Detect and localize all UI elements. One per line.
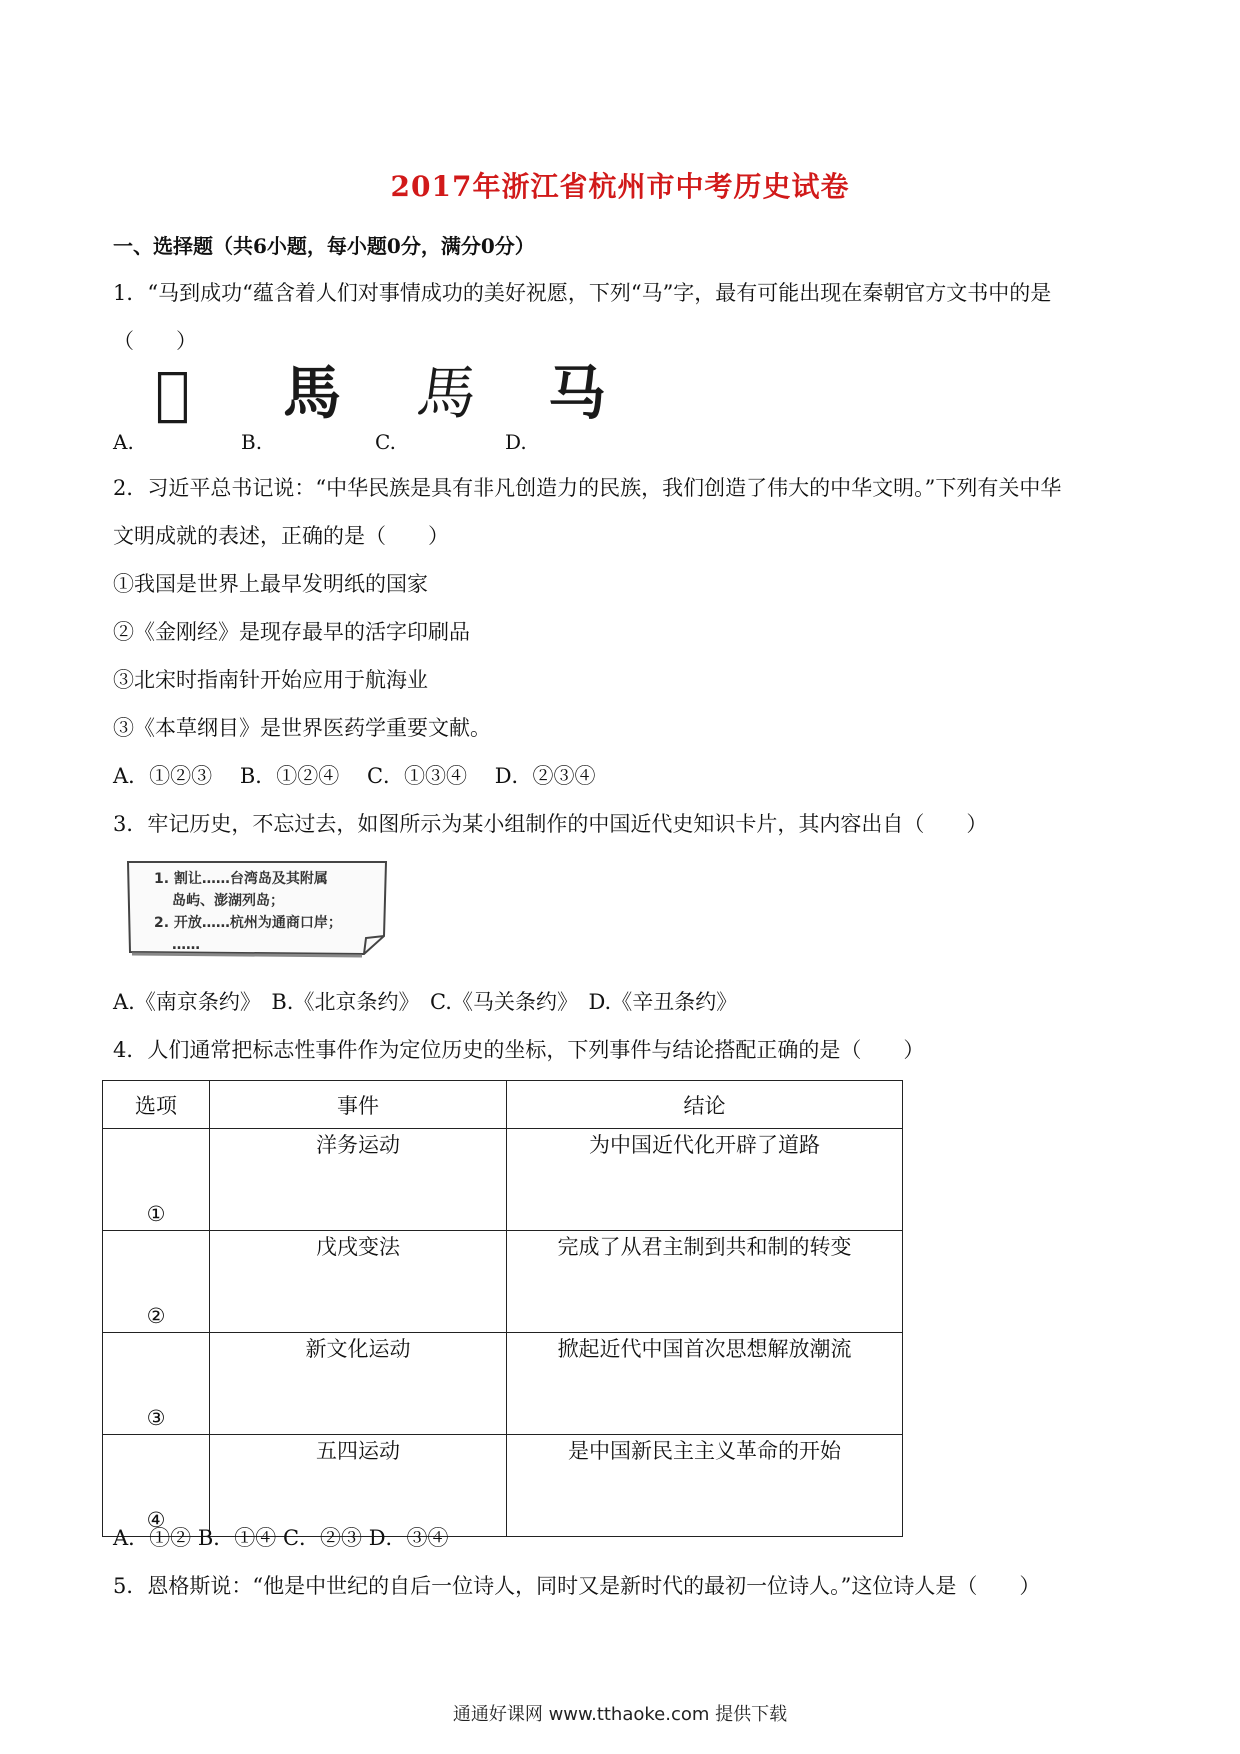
question-4-stem: 4．人们通常把标志性事件作为定位历史的坐标，下列事件与结论搭配正确的是（ ） [113,1038,925,1062]
question-3-stem: 3．牢记历史，不忘过去，如图所示为某小组制作的中国近代史知识卡片，其内容出自（ ） [113,812,988,836]
option-c-image: 馬 [413,359,481,427]
question-4-table [102,1080,903,1537]
card-line-4: …… [172,937,200,953]
row-event: 五四运动 [210,1435,507,1537]
option-a-label: A. [113,430,134,454]
option-a-image: 𢑴 [155,359,190,427]
row-option: ① [103,1129,210,1231]
page-title: 2017年浙江省杭州市中考历史试卷 [390,170,850,203]
card-line-3: 2. 开放……杭州为通商口岸； [154,915,342,931]
page-footer: 通通好课网 www.tthaoke.com 提供下载 [452,1704,788,1725]
row-conclusion: 完成了从君主制到共和制的转变 [507,1231,903,1333]
row-option: ④ [103,1435,210,1537]
question-2-stem-line1: 2．习近平总书记说：“中华民族是具有非凡创造力的民族，我们创造了伟大的中华文明。”下列有关中华 [113,476,1062,500]
header-option: 选项 [103,1081,210,1129]
row-conclusion: 掀起近代中国首次思想解放潮流 [507,1333,903,1435]
header-event: 事件 [210,1081,507,1129]
table-row [103,1129,903,1231]
question-5-stem: 5．恩格斯说：“他是中世纪的自后一位诗人，同时又是新时代的最初一位诗人。”这位诗人是（ ） [113,1574,1041,1598]
card-text [154,868,342,956]
section-heading: 一、选择题（共6小题，每小题0分，满分0分） [113,234,535,258]
row-event: 新文化运动 [210,1333,507,1435]
question-2-stem-line2: 文明成就的表述，正确的是（ ） [113,524,449,548]
table-row [103,1333,903,1435]
card-line-1: 1. 割让……台湾岛及其附属 [154,871,328,887]
option-c-label: C. [375,430,396,454]
question-2-item-4: ③《本草纲目》是世界医药学重要文献。 [113,716,491,740]
row-event: 洋务运动 [210,1129,507,1231]
row-conclusion: 是中国新民主主义革命的开始 [507,1435,903,1537]
option-b-label: B. [241,430,263,454]
question-2-item-3: ③北宋时指南针开始应用于航海业 [113,668,428,692]
option-d-label: D. [505,430,527,454]
question-1-options [113,358,633,458]
table-row [103,1231,903,1333]
header-conclusion: 结论 [507,1081,903,1129]
card-line-2: 岛屿、澎湖列岛； [172,893,284,909]
question-2-item-2: ②《金刚经》是现存最早的活字印刷品 [113,620,470,644]
option-d-image: 马 [548,359,607,427]
table-header-row [103,1081,903,1129]
question-3-options: A.《南京条约》 B.《北京条约》 C.《马关条约》 D.《辛丑条约》 [113,990,738,1014]
row-conclusion: 为中国近代化开辟了道路 [507,1129,903,1231]
question-1-bracket: （ ） [113,329,197,353]
question-4-options: A．①② B．①④ C．②③ D．③④ [113,1526,449,1550]
option-b-image: 馬 [283,359,342,427]
row-option: ③ [103,1333,210,1435]
knowledge-card-image [124,858,392,958]
question-1-stem: 1．“马到成功“蕴含着人们对事情成功的美好祝愿，下列“马”字，最有可能出现在秦朝官方文书中的是 [113,281,1052,305]
row-event: 戊戌变法 [210,1231,507,1333]
question-2-options: A．①②③ B．①②④ C．①③④ D．②③④ [113,764,596,788]
row-option: ② [103,1231,210,1333]
question-2-item-1: ①我国是世界上最早发明纸的国家 [113,572,428,596]
